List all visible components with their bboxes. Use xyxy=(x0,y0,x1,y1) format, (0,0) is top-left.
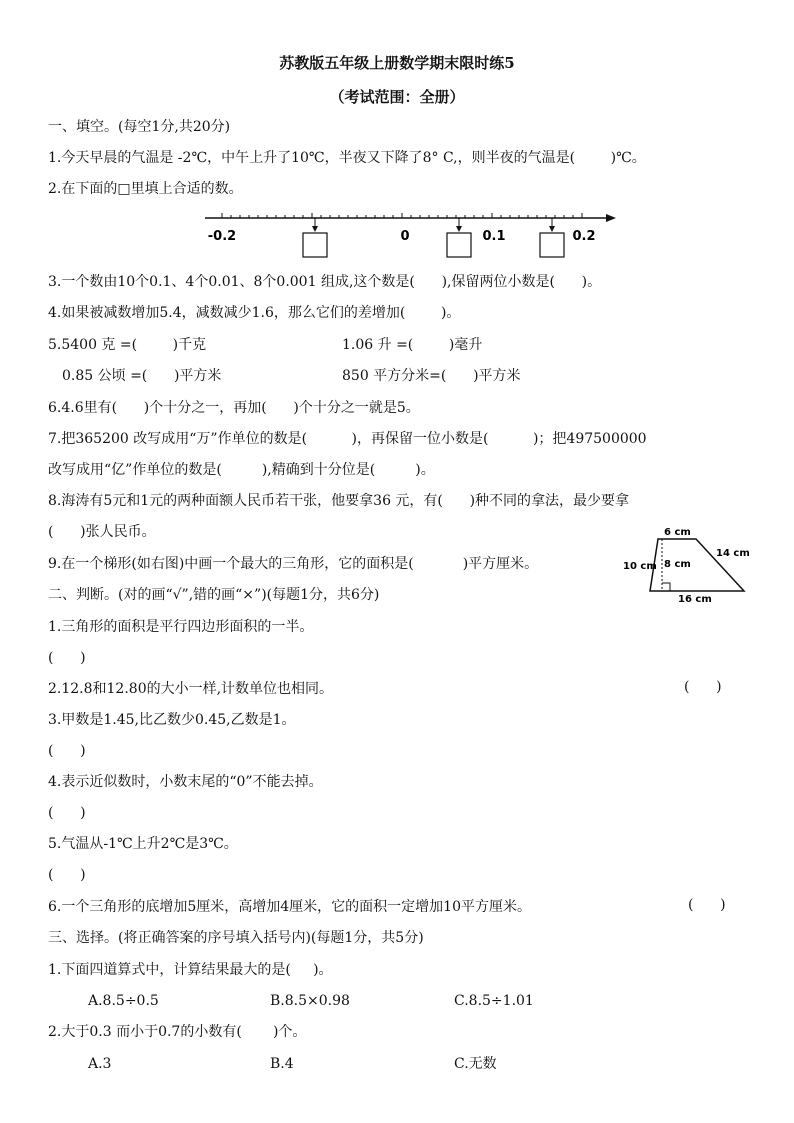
trapezoid-height-label: 8 cm xyxy=(664,559,691,570)
choice-2-option-c: C.无数 xyxy=(454,1056,497,1072)
right-angle-mark xyxy=(662,583,670,591)
judge-6: 6.一个三角形的底增加5厘米，高增加4厘米，它的面积一定增加10平方厘米。 xyxy=(48,899,531,915)
judge-1-answer: ( ) xyxy=(48,650,86,666)
number-line-label: 0 xyxy=(400,229,410,244)
judge-4: 4.表示近似数时，小数末尾的“0”不能去掉。 xyxy=(48,774,323,790)
number-line-label: 0.2 xyxy=(572,229,596,244)
judge-5-answer: ( ) xyxy=(48,867,86,883)
judge-2: 2.12.8和12.80的大小一样,计数单位也相同。 xyxy=(48,681,334,697)
pointer-arrowhead xyxy=(549,226,555,232)
trapezoid-left-label: 10 cm xyxy=(623,561,657,572)
trapezoid-figure xyxy=(620,522,760,602)
question-1-7b: 改写成用“亿”作单位的数是( ),精确到十分位是( )。 xyxy=(48,462,435,478)
number-line-figure xyxy=(0,205,794,265)
section3-heading: 三、选择。(将正确答案的序号填入括号内)(每题1分，共5分) xyxy=(48,930,424,946)
number-line xyxy=(205,213,616,257)
section1-heading: 一、填空。(每空1分,共20分) xyxy=(48,119,231,135)
section2-heading: 二、判断。(对的画“√”,错的画“×”)(每题1分，共6分) xyxy=(48,587,380,603)
answer-box xyxy=(303,233,327,257)
question-1-7a: 7.把365200 改写成用“万”作单位的数是( )，再保留一位小数是( )；把497500000 xyxy=(48,431,647,447)
choice-1-option-b: B.8.5×0.98 xyxy=(270,993,350,1009)
choice-2: 2.大于0.3 而小于0.7的小数有( )个。 xyxy=(48,1024,307,1040)
question-1-3: 3.一个数由10个0.1、4个0.01、8个0.001 组成,这个数是( ),保留两位小数是( )。 xyxy=(48,274,602,290)
question-1-2: 2.在下面的□里填上合适的数。 xyxy=(48,181,243,197)
pointer-arrowhead xyxy=(456,226,462,232)
question-1-8a: 8.海涛有5元和1元的两种面额人民币若干张，他要拿36 元，有( )种不同的拿法，最少要拿 xyxy=(48,493,630,509)
question-1-5a: 5.5400 克 =( )千克 xyxy=(48,337,207,353)
question-1-4: 4.如果被减数增加5.4，减数减少1.6，那么它们的差增加( )。 xyxy=(48,305,461,321)
question-1-5b: 1.06 升 =( )毫升 xyxy=(342,337,483,353)
question-1-6: 6.4.6里有( )个十分之一，再加( )个十分之一就是5。 xyxy=(48,400,420,416)
judge-2-answer: ( ) xyxy=(684,679,722,695)
answer-box xyxy=(447,233,471,257)
trapezoid-right-label: 14 cm xyxy=(716,548,750,559)
trapezoid-top-label: 6 cm xyxy=(664,527,691,538)
judge-3: 3.甲数是1.45,比乙数少0.45,乙数是1。 xyxy=(48,712,296,728)
choice-1: 1.下面四道算式中，计算结果最大的是( )。 xyxy=(48,962,333,978)
choice-2-option-a: A.3 xyxy=(88,1056,112,1072)
choice-1-option-a: A.8.5÷0.5 xyxy=(88,993,159,1009)
choice-1-option-c: C.8.5÷1.01 xyxy=(454,993,534,1009)
pointer-arrowhead xyxy=(312,226,318,232)
choice-2-option-b: B.4 xyxy=(270,1056,294,1072)
judge-1: 1.三角形的面积是平行四边形面积的一半。 xyxy=(48,619,314,635)
judge-5: 5.气温从-1℃上升2℃是3℃。 xyxy=(48,836,238,852)
question-1-5d: 850 平方分米=( )平方米 xyxy=(342,368,521,384)
page-subtitle: （考试范围：全册） xyxy=(329,88,465,106)
answer-box xyxy=(540,233,564,257)
judge-4-answer: ( ) xyxy=(48,805,86,821)
number-line-arrowhead xyxy=(606,214,616,222)
question-1-1: 1.今天早晨的气温是 -2℃，中午上升了10℃，半夜又下降了8° C,，则半夜的气温是( )℃。 xyxy=(48,150,646,166)
page-title: 苏教版五年级上册数学期末限时练5 xyxy=(279,54,515,72)
judge-6-answer: ( ) xyxy=(688,897,726,913)
question-1-8b: ( )张人民币。 xyxy=(48,524,156,540)
judge-3-answer: ( ) xyxy=(48,743,86,759)
question-1-9: 9.在一个梯形(如右图)中画一个最大的三角形，它的面积是( )平方厘米。 xyxy=(48,556,539,572)
number-line-label: 0.1 xyxy=(482,229,506,244)
trapezoid-bottom-label: 16 cm xyxy=(678,594,712,602)
question-1-5c: 0.85 公顷 =( )平方米 xyxy=(62,368,222,384)
number-line-label: -0.2 xyxy=(207,229,237,244)
